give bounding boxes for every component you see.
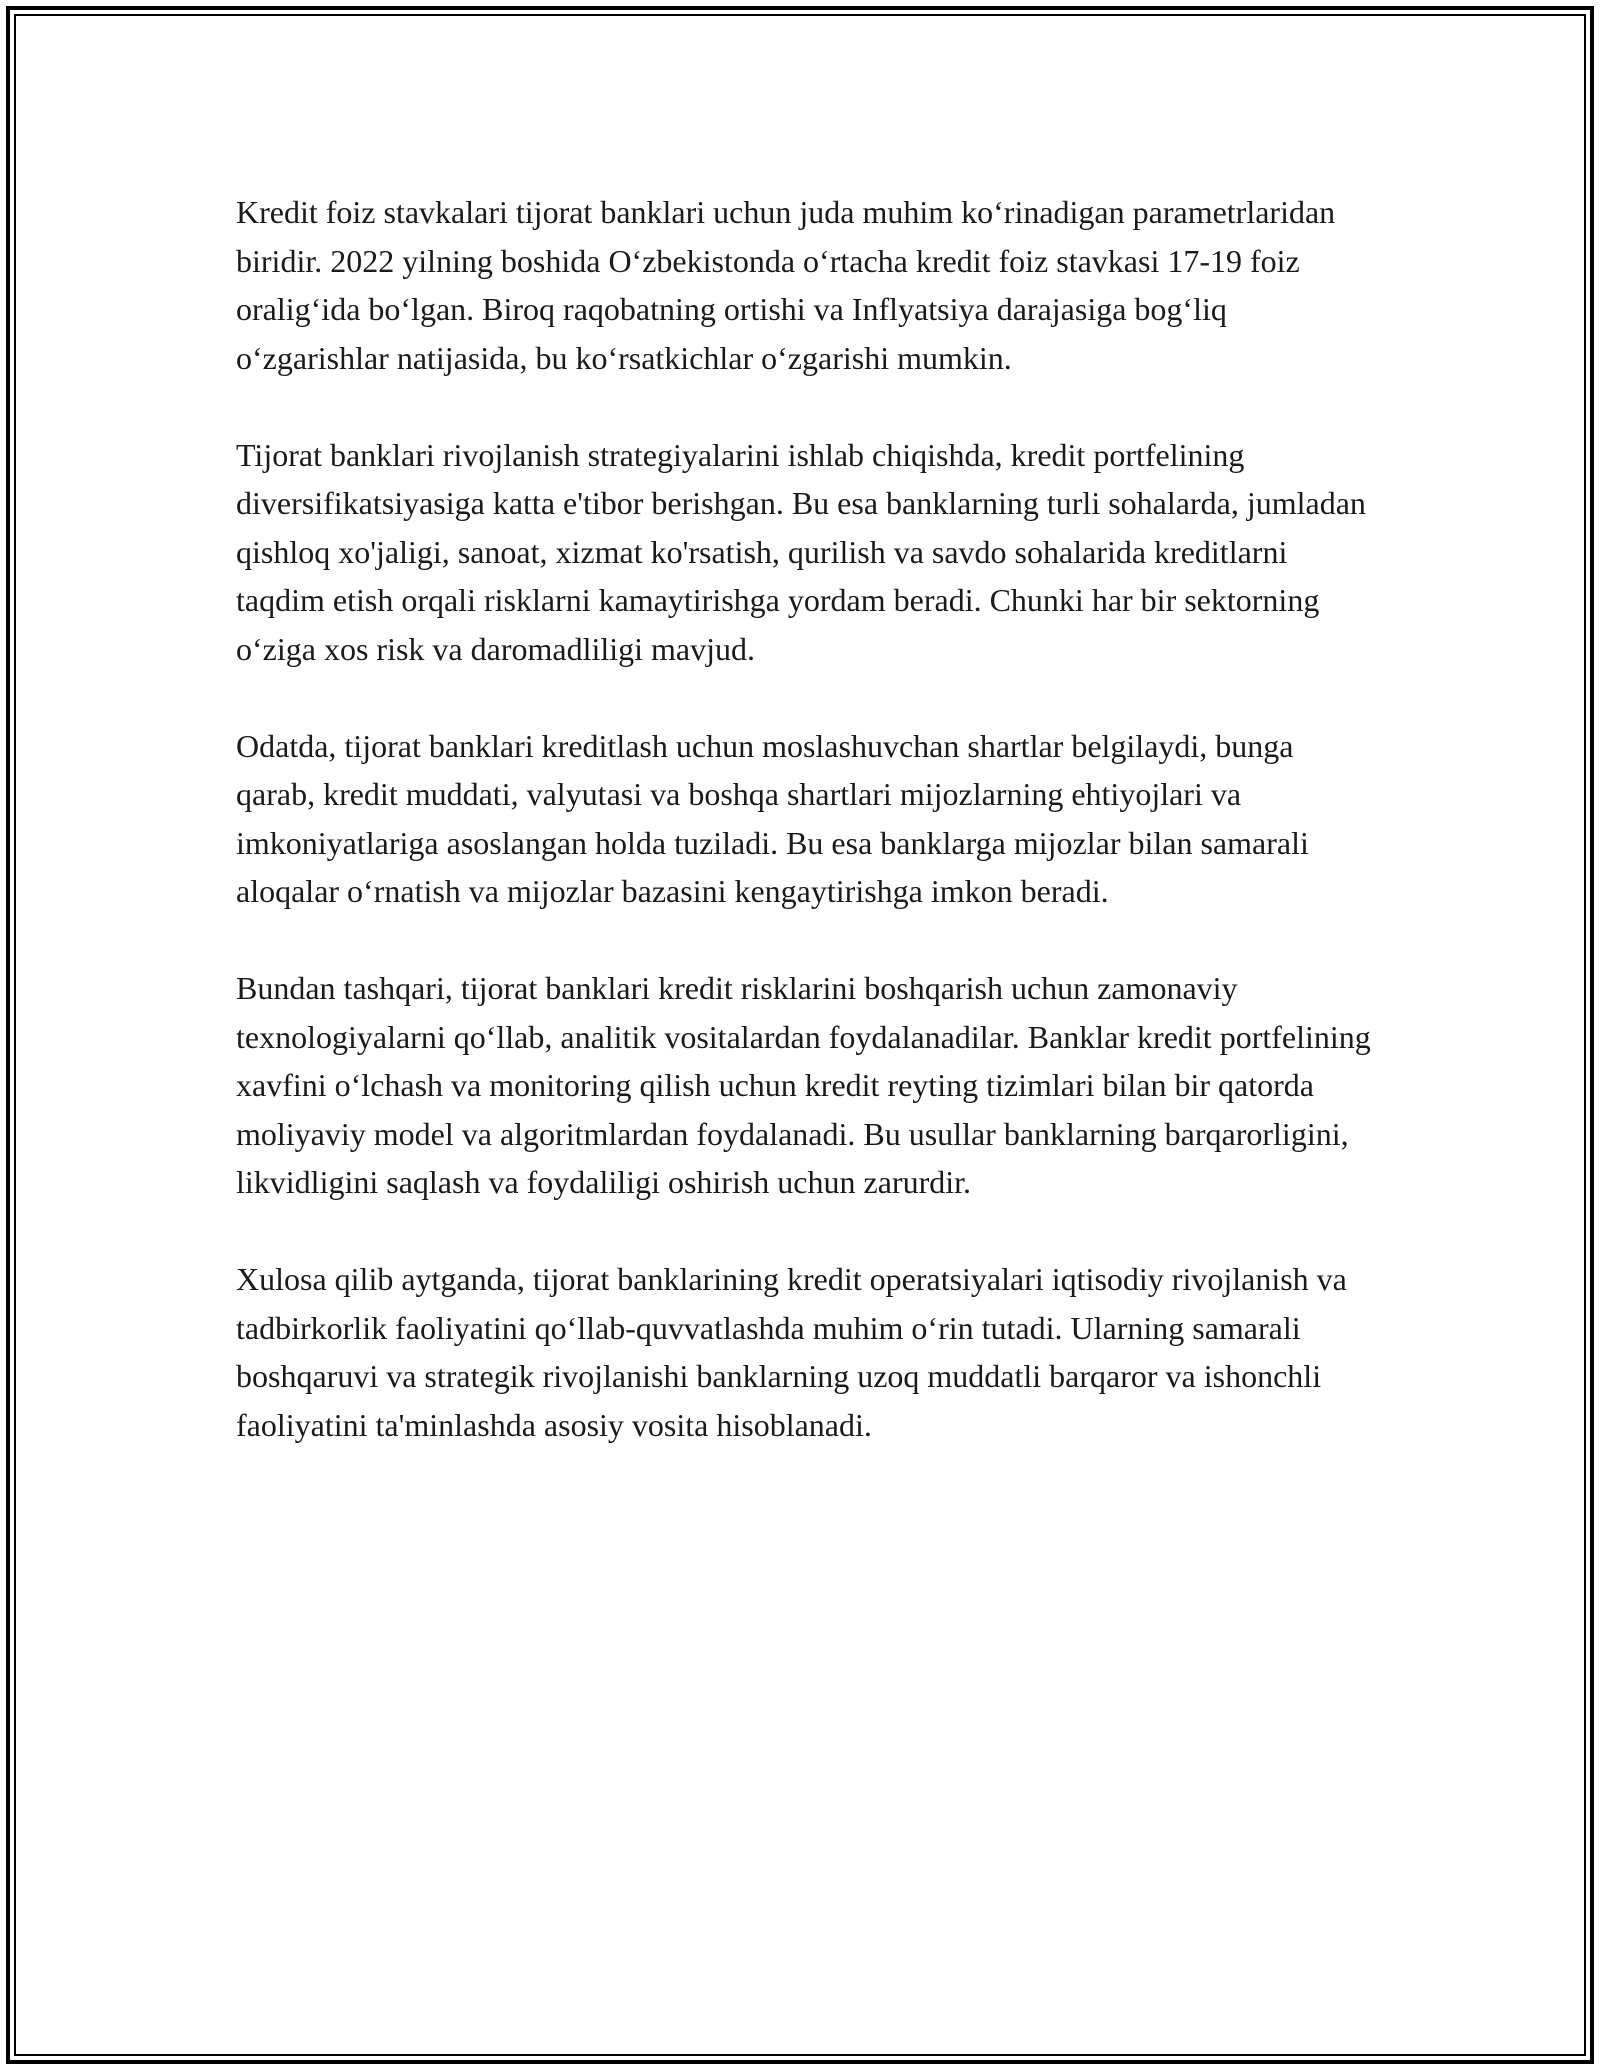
paragraph-5: Xulosa qilib aytganda, tijorat banklarining kredit operatsiyalari iqtisodiy rivojlanish va tadbirkorlik faoliyatini qo‘llab-quvvatlashda muhim o‘rin tutadi. Ularning samarali boshqaruvi va strategik rivojlanishi banklarning uzoq muddatli barqaror va ishonchli faoliyatini ta'minlashda asosiy vosita hisoblanadi. <box>236 1261 1347 1443</box>
paragraph-2: Tijorat banklari rivojlanish strategiyalarini ishlab chiqishda, kredit portfelining diversifikatsiyasiga katta e'tibor berishgan. Bu esa banklarning turli sohalarda, jumladan qishloq xo'jaligi, sanoat, xizmat ko'rsatish, qurilish va savdo sohalarida kreditlarni taqdim etish orqali risklarni kamaytirishga yordam beradi. Chunki har bir sektorning o‘ziga xos risk va daromadliligi mavjud. <box>236 436 1366 667</box>
document-body <box>236 188 1376 1498</box>
paragraph-1: Kredit foiz stavkalari tijorat banklari uchun juda muhim ko‘rinadigan parametrlaridan biridir. 2022 yilning boshida O‘zbekistonda o‘rtacha kredit foiz stavkasi 17-19 foiz oralig‘ida bo‘lgan. Biroq raqobatning ortishi va Inflyatsiya darajasiga bog‘liq o‘zgarishlar natijasida, bu ko‘rsatkichlar o‘zgarishi mumkin. <box>236 194 1336 376</box>
paragraph-4: Bundan tashqari, tijorat banklari kredit risklarini boshqarish uchun zamonaviy texnologiyalarni qo‘llab, analitik vositalardan foydalanadilar. Banklar kredit portfelining xavfini o‘lchash va monitoring qilish uchun kredit reyting tizimlari bilan bir qatorda moliyaviy model va algoritmlardan foydalanadi. Bu usullar banklarning barqarorligini, likvidligini saqlash va foydaliligi oshirish uchun zarurdir. <box>236 970 1371 1200</box>
paragraph-3: Odatda, tijorat banklari kreditlash uchun moslashuvchan shartlar belgilaydi, bunga qarab, kredit muddati, valyutasi va boshqa shartlari mijozlarning ehtiyojlari va imkoniyatlariga asoslangan holda tuziladi. Bu esa banklarga mijozlar bilan samarali aloqalar o‘rnatish va mijozlar bazasini kengaytirishga imkon beradi. <box>236 727 1309 909</box>
